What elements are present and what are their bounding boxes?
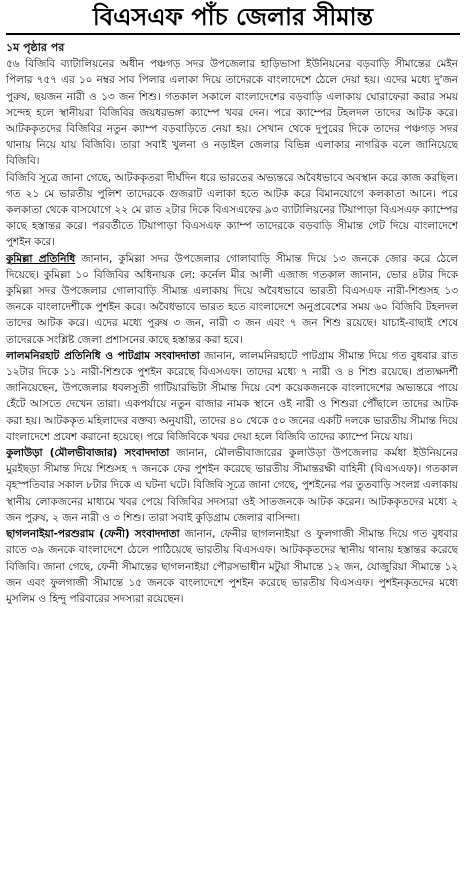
paragraph-5-text: জানান, মৌলভীবাজারের কুলাউড়া উপজেলার কর্মধা ইউনিয়নের মুরইছড়া সীমান্ত দিয়ে শিশুসহ ৭ জনকে ফের পুশইন করেছে ভারতীয় সীমান্তরক্ষী বাহিনী (বিএসএফ)। গতকাল বৃহস্পতিবার সকাল ৮টার দিকে এ ঘটনা ঘটে। বিজিবি সূত্রে জানা গেছে, পুশইনের পর তুতবাড়ি সংলগ্ন এলাকায় স্থানীয় লোকজনের মাধ্যমে খবর পেয়ে বিজিবির সদস্যরা ওই সাতজনকে আটক করেন। আটককৃতদের মধ্যে ২ জন পুরুষ, ২ জন নারী ও ৩ শিশু। তারা সবাই কুড়িগ্রাম জেলার বাসিন্দা।: [6, 447, 458, 524]
paragraph-1: [6, 56, 458, 169]
paragraph-6: [6, 526, 458, 607]
paragraph-2: [6, 170, 458, 251]
correspondent-comilla: কুমিল্লা প্রতিনিধি: [6, 252, 76, 265]
article-body: [6, 40, 458, 886]
paragraph-2-text: বিজিবি সূত্রে জানা গেছে, আটককৃতরা দীর্ঘদিন ধরে ভারতের অভ্যন্তরে অবৈধভাবে অবস্থান করে কাজ করছিল। গত ২১ মে ভারতীয় পুলিশ তাদেরকে গুজরাট এলাকা হতে আটক করে বিমানযোগে কলকাতা আনে। পরে কলকাতা থেকে বাসযোগে ২২ মে রাত ২টার দিকে বিএসএফের ৯৩ ব্যাটালিয়নের টিয়াপাড়া বিএসএফ ক্যাম্পের কাছে হস্তান্তর করে। পরবর্তীতে টিয়াপাড়া বিএসএফ ক্যাম্প তাদেরকে বড়বাড়ি সীমান্ত গেট দিয়ে বাংলাদেশে পুশইন করে।: [6, 171, 458, 249]
paragraph-3: [6, 251, 458, 348]
paragraph-4: [6, 348, 458, 445]
paragraph-6-text: জানান, ফেনীর ছাগলনাইয়া ও ফুলগাজী সীমান্ত দিয়ে গত বুধবার রাতে ৩৯ জনকে বাংলাদেশে ঠেলে পাঠিয়েছে ভারতীয় বিএসএফ। আটককৃতদের স্থানীয় থানায় হস্তান্তর করেছে বিজিবি। জানা গেছে, ফেনী সীমান্তের ছাগলনাইয়া পৌরসভাধীন মটুয়া সীমান্তে ১২ জন, যোজুরিয়া সীমান্তে ১২ জন এবং ফুলগাজী সীমান্তে ১৫ জনকে বাংলাদেশে পুশইন করেছে ভারতীয় বিএসএফ। পুশইনকৃতদের মধ্যে মুসলিম ও হিন্দু পরিবারের সদস্যরা রয়েছেন।: [6, 528, 458, 605]
paragraph-4-text: জানান, লালমনিরহাটে পাটগ্রাম সীমান্ত দিয়ে গত বুধবার রাত ১২টার দিকে ১১ নারী-শিশুকে পুশইন করেছে বিএসএফ। তাদের মধ্যে ৭ নারী ও ৪ শিশু রয়েছে। প্রত্যক্ষদর্শী জানিয়েছেন, উপজেলার ধবলসুতী গাটিয়ারভিটা সীমান্ত দিয়ে বেশ কয়েকজনকে বাংলাদেশের অভ্যন্তরে পায়ে হেঁটে আসতে দেখেন তারা। একপর্যায়ে নতুন বাজার নামক স্থানে ওই নারী ও শিশুরা পৌঁছালে তাদের আটক করা হয়। আটককৃত মহিলাদের বক্তব্য অনুযায়ী, তাদের ৪০ থেকে ৫০ জনের একটি দলকে ভারতীয় সীমান্ত দিয়ে বাংলাদেশে প্রবেশ করানো হয়েছে। পরে বিজিবিকে খবর দেয়া হলে বিজিবি তাদের ক্যাম্পে নিয়ে যায়।: [6, 349, 458, 443]
correspondent-kulaura: কুলাউড়া (মৌলভীবাজার) সংবাদদাতা: [6, 447, 170, 460]
continuation-note: ১ম পৃষ্ঠার পর: [6, 41, 65, 54]
correspondent-chhagalnaiya: ছাগলনাইয়া-পরশুরাম (ফেনী) সংবাদদাতা: [6, 528, 180, 541]
correspondent-lalmonirhat: লালমনিরহাট প্রতিনিধি ও পাটগ্রাম সংবাদদাতা: [6, 349, 200, 362]
paragraph-3-text: জানান, কুমিল্লা সদর উপজেলার গোলাবাড়ি সীমান্ত দিয়ে ১৩ জনকে জোর করে ঠেলে দিয়েছে। কুমিল্লা ১০ বিজিবির অধিনায়ক লে: কর্নেল মীর আলী এজাজ গতকাল জানান, ভোর ৪টার দিকে কুমিল্লা সদর উপজেলার গোলাবাড়ি সীমান্ত এলাকায় দিয়ে অবৈধভাবে ভারতী বিএসএফ নারী-শিশুসহ ১৩ জনকে বাংলাদেশীকে পুশইন করে। অবৈধভাবে ভারত হতে বাংলাদেশে অনুপ্রবেশের সময় ৬০ বিজিবি টহলদল তাদের আটক করে। এদের মধ্যে পুরুষ ৩ জন, নারী ৩ জন এবং ৭ জন শিশু রয়েছে। যাচাই-বাছাই শেষে তাদেরকে সংশ্লিষ্ট জেলা প্রশাসনের কাছে হস্তান্তর করা হবে।: [6, 252, 458, 346]
headline: বিএসএফ পাঁচ জেলার সীমান্ত: [92, 2, 374, 31]
headline-bar: [6, 3, 460, 35]
paragraph-5: [6, 445, 458, 526]
paragraph-1-text: ৫৬ বিজিবি ব্যাটালিয়নের অধীন পঞ্চগড় সদর উপজেলার হাড়িভাসা ইউনিয়নের বড়বাড়ি সীমান্তের মেইন পিলার ৭৫৭ এর ১০ নম্বর সাব পিলার এলাকা দিয়ে তাদেরকে বাংলাদেশে ঠেলে দেয়া হয়। এদের মধ্যে দু'জন পুরুষ, ছয়জন নারী ও ১৩ জন শিশু। গতকাল সকালে বাংলাদেশের বড়বাড়ি এলাকায় ঘোরাফেরা করার সময় সন্দেহ হলে স্থানীয়রা বিজিবির জয়ধরভঙ্গা ক্যাম্পে খবর দেন। পরে ক্যাম্পের টহলদল তাদের আটক করে। আটককৃতদের বিজিবির নতুন ক্যাম্প বড়বাড়িতে নেয়া হয়। সেখান থেকে দুপুরের দিকে তাদের পঞ্চগড় সদর থানায় নিয়ে যায় বিজিবি। তারা সবাই খুলনা ও নড়াইল জেলার বিভিন্ন এলাকার নাগরিক বলে জানিয়েছে বিজিবি।: [6, 58, 458, 168]
